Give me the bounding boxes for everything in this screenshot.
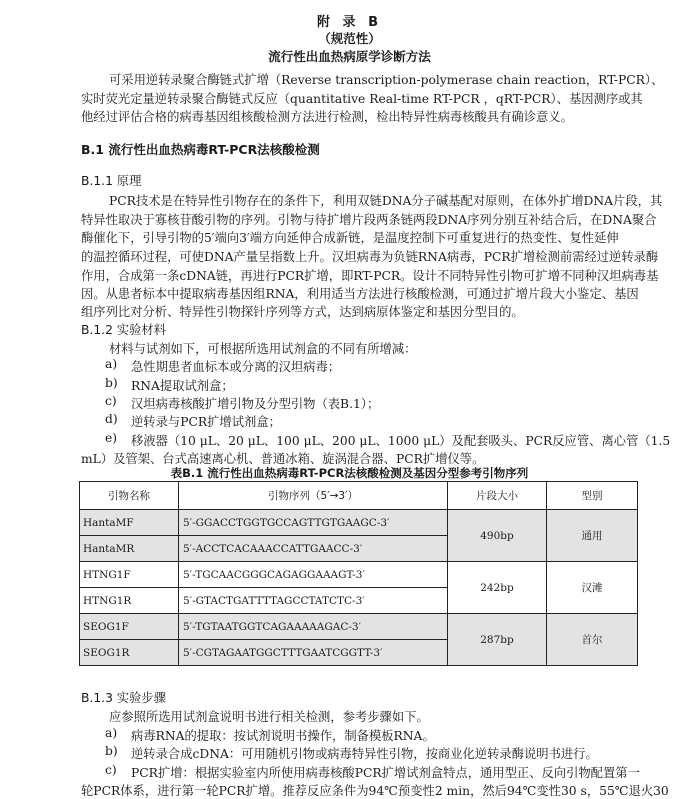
section-heading-b12: B.1.2 实验材料 (81, 323, 166, 337)
materials-item-b-label: b) (105, 376, 118, 390)
appendix-type: （规范性） (318, 31, 381, 46)
primer-sequence: 5′-GGACCTGGTGCCAGTTGTGAAGC-3′ (179, 510, 448, 536)
genotype: 首尔 (547, 614, 638, 666)
steps-item-c-label: c) (105, 763, 117, 777)
section-heading-b1: B.1 流行性出血热病毒RT-PCR法核酸检测 (81, 142, 320, 157)
materials-item-a: 急性期患者血标本或分离的汉坦病毒； (131, 360, 341, 374)
primer-name: HantaMR (80, 536, 179, 562)
steps-item-b: 逆转录合成cDNA：可用随机引物或病毒特异性引物，按商业化逆转录酶说明书进行。 (131, 747, 598, 761)
section-heading-b13: B.1.3 实验步骤 (81, 691, 166, 705)
principle-line-2: 特异性取决于寡核苷酸引物的序列。引物与待扩增片段两条链两段DNA序列分别互补结合后，在DNA聚合 (81, 213, 657, 227)
primer-name: HTNG1R (80, 588, 179, 614)
materials-item-a-label: a) (105, 357, 118, 371)
steps-item-c-cont: 轮PCR体系，进行第一轮PCR扩增。推荐反应条件为94℃预变性2 min，然后94℃变性30 s，55℃退火30 (81, 784, 669, 798)
intro-line-1: 可采用逆转录聚合酶链式扩增（Reverse transcription-polymerase chain reaction，RT-PCR）、 (109, 73, 664, 87)
principle-line-5: 作用，合成第一条cDNA链，再进行PCR扩增，即RT-PCR。设计不同特异性引物可扩增不同种汉坦病毒基 (81, 269, 659, 283)
appendix-label: 附 录 B (317, 15, 382, 30)
materials-item-e-cont: mL）及管架、台式高速离心机、普通冰箱、旋涡混合器、PCR扩增仪等。 (81, 452, 485, 466)
steps-item-a: 病毒RNA的提取：按试剂说明书操作，制备模板RNA。 (131, 729, 435, 743)
fragment-size: 242bp (448, 562, 547, 614)
col-header-sequence: 引物序列（5′→3′） (179, 482, 448, 510)
materials-item-e: 移液器（10 μL、20 μL、100 μL、200 μL、1000 μL）及配套吸头、PCR反应管、离心管（1.5 (131, 434, 671, 448)
primer-sequence: 5′-GTACTGATTTTAGCCTATCTC-3′ (179, 588, 448, 614)
table-row (80, 562, 638, 588)
primer-sequence: 5′-TGCAACGGGCAGAGGAAAGT-3′ (179, 562, 448, 588)
primer-name: HantaMF (80, 510, 179, 536)
steps-item-c: PCR扩增：根据实验室内所使用病毒核酸PCR扩增试剂盒特点，通用型正、反向引物配置第一 (131, 766, 640, 780)
materials-item-d-label: d) (105, 412, 118, 426)
principle-line-3: 酶催化下，引导引物的5′端向3′端方向延伸合成新链，是温度控制下可重复进行的热变性、复性延伸 (81, 231, 619, 245)
genotype: 通用 (547, 510, 638, 562)
table-caption: 表B.1 流行性出血热病毒RT-PCR法核酸检测及基因分型参考引物序列 (170, 466, 529, 480)
table-header-row (80, 482, 638, 510)
intro-line-3: 他经过评估合格的病毒基因组核酸检测方法进行检测，检出特异性病毒核酸具有确诊意义。 (81, 110, 573, 124)
materials-item-d: 逆转录与PCR扩增试剂盒； (131, 415, 281, 429)
primer-sequence: 5′-ACCTCACAAACCATTGAACC-3′ (179, 536, 448, 562)
col-header-name: 引物名称 (80, 482, 179, 510)
primer-table (79, 481, 638, 666)
genotype: 汉滩 (547, 562, 638, 614)
primer-sequence: 5′-TGTAATGGTCAGAAAAAGAC-3′ (179, 614, 448, 640)
fragment-size: 490bp (448, 510, 547, 562)
table-row (80, 614, 638, 640)
principle-line-6: 因。从患者标本中提取病毒基因组RNA，利用适当方法进行核酸检测，可通过扩增片段大小鉴定、基因 (81, 287, 639, 301)
principle-line-7: 组序列比对分析、特异性引物探针序列等方式，达到病原体鉴定和基因分型目的。 (81, 305, 524, 319)
materials-item-b: RNA提取试剂盒； (131, 379, 234, 393)
materials-item-c: 汉坦病毒核酸扩增引物及分型引物（表B.1）； (131, 397, 380, 411)
materials-intro: 材料与试剂如下，可根据所选用试剂盒的不同有所增减： (109, 342, 417, 356)
primer-name: SEOG1F (80, 614, 179, 640)
principle-line-1: PCR技术是在特异性引物存在的条件下，利用双链DNA分子碱基配对原则，在体外扩增DNA片段，其 (109, 194, 663, 208)
steps-item-b-label: b) (105, 744, 118, 758)
steps-item-a-label: a) (105, 726, 118, 740)
principle-line-4: 的温控循环过程，可使DNA产量呈指数上升。汉坦病毒为负链RNA病毒，PCR扩增检测前需经过逆转录酶 (81, 250, 659, 264)
section-heading-b11: B.1.1 原理 (81, 174, 142, 188)
steps-intro: 应参照所选用试剂盒说明书进行相关检测，参考步骤如下。 (109, 710, 429, 724)
primer-sequence: 5′-CGTAGAATGGCTTTGAATCGGTT-3′ (179, 640, 448, 666)
primer-name: SEOG1R (80, 640, 179, 666)
primer-name: HTNG1F (80, 562, 179, 588)
col-header-size: 片段大小 (448, 482, 547, 510)
appendix-title: 流行性出血热病原学诊断方法 (268, 49, 431, 64)
table-row (80, 510, 638, 536)
fragment-size: 287bp (448, 614, 547, 666)
materials-item-c-label: c) (105, 394, 117, 408)
materials-item-e-label: e) (105, 431, 118, 445)
col-header-type: 型别 (547, 482, 638, 510)
intro-line-2: 实时荧光定量逆转录聚合酶链式反应（quantitative Real-time RT-PCR ，qRT-PCR）、基因测序或其 (81, 92, 643, 106)
